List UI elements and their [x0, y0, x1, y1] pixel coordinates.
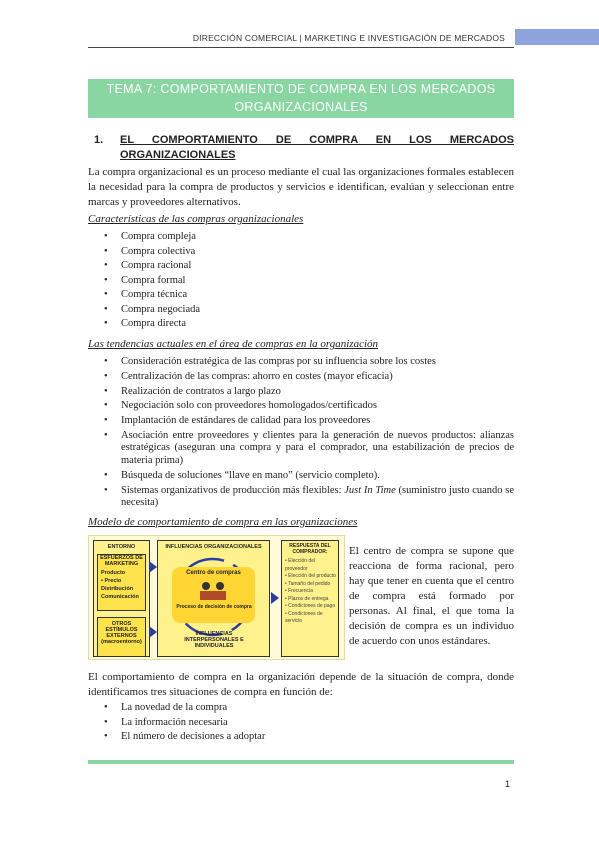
individual-influences-label: INFLUENCIAS INTERPERSONALES E INDIVIDUALES [184, 631, 244, 649]
list-item: • Compra formal [88, 274, 514, 289]
trends-heading: Las tendencias actuales en el área de compras en la organización [88, 338, 379, 350]
list-item: • Compra racional [88, 259, 514, 274]
list-item: • Negociación solo con proveedores homologados/certificados [88, 400, 514, 413]
response-item: • Tamaño del pedido [285, 580, 331, 587]
other-stimuli-box [97, 617, 146, 657]
environment-label: ENTORNO [107, 544, 136, 550]
mk-item: • Precio [101, 578, 122, 584]
footer-rule [88, 760, 514, 764]
list-item: • Compra compleja [88, 230, 514, 245]
section-number: 1. [94, 134, 104, 146]
response-item: • Frecuencia [285, 588, 313, 594]
list-item: • Implantación de estándares de calidad para los proveedores [88, 415, 514, 428]
header-rule [88, 47, 514, 48]
situations-list [88, 701, 514, 745]
list-item: • Compra técnica [88, 288, 514, 303]
response-item: • Condiciones de servicio [285, 610, 323, 624]
buying-behavior-diagram [88, 535, 345, 660]
arrow-right-icon [149, 561, 157, 573]
response-item: • Condiciones de pago [285, 603, 336, 609]
org-influences-label: INFLUENCIAS ORGANIZACIONALES [165, 544, 262, 550]
page-header: DIRECCIÓN COMERCIAL | MARKETING E INVESTIGACIÓN DE MERCADOS [192, 33, 505, 43]
header-tab [515, 29, 599, 45]
list-item: • Realización de contratos a largo plazo [88, 386, 514, 399]
mk-item: Producto [101, 570, 126, 576]
topic-title [88, 79, 514, 118]
characteristics-heading: Características de las compras organizacionales [88, 213, 304, 225]
environment-box [93, 540, 150, 657]
list-item: • Compra directa [88, 317, 514, 332]
response-item: • Elección del producto [285, 573, 336, 579]
topic-title-line2: ORGANIZACIONALES [234, 100, 368, 114]
list-item: • Centralización de las compras: ahorro en costes (mayor eficacia) [88, 371, 514, 384]
list-item: • Compra colectiva [88, 245, 514, 260]
list-item: • La información necesaria [88, 716, 514, 731]
other-stimuli-label: OTROS ESTÍMULOS EXTERNOS (macroentorno) [101, 621, 142, 645]
page-number: 1 [505, 779, 511, 789]
response-item: • Plazos de entrega [285, 595, 329, 602]
list-item: • Asociación entre proveedores y clientes para la generación de nuevos productos: alianzas estratégicas (aseguran una compra y para el comprador, una estabilización de precios de materia prima) [88, 430, 514, 468]
mk-item: Comunicación [101, 594, 139, 600]
section-title-line2: ORGANIZACIONALES [120, 149, 236, 161]
trends-list [88, 356, 514, 512]
list-item: • Sistemas organizativos de producción más flexibles: Just In Time (suministro justo cuando se necesita) [88, 485, 514, 510]
buyer-response-box [281, 540, 339, 657]
intro-paragraph: La compra organizacional es un proceso mediante el cual las organizaciones formales establecen la necesidad para la compra de productos y servicios e identifican, evalúan y seleccionan entre marcas y proveedores alternativos. [88, 166, 514, 208]
marketing-efforts-box [97, 554, 146, 611]
organization-box [157, 540, 270, 657]
buyer-response-label: RESPUESTA DEL COMPRADOR: [289, 543, 331, 555]
decision-process-label: Proceso de decisión de compra [176, 604, 252, 610]
section-title-line1: EL COMPORTAMIENTO DE COMPRA EN LOS MERCADOS [120, 134, 514, 146]
list-item: • Búsqueda de soluciones “llave en mano” (servicio completo). [88, 470, 514, 483]
list-item: • El número de decisiones a adoptar [88, 730, 514, 745]
list-item: • Consideración estratégica de las compras por su influencia sobre los costes [88, 356, 514, 369]
list-item: • Compra negociada [88, 303, 514, 318]
arrow-right-icon [149, 626, 157, 638]
model-description: El centro de compra se supone que reacciona de forma racional, pero hay que tener en cuenta que el centro de compra está formado por personas. Al final, el que toma la decisión de compra es un individuo de acuerdo con unos estándares. [349, 545, 514, 647]
mk-item: Distribución [101, 586, 134, 592]
model-heading: Modelo de comportamiento de compra en las organizaciones [88, 516, 358, 528]
situations-paragraph: El comportamiento de compra en la organización depende de la situación de compra, donde identificamos tres situaciones de compra en función de: [88, 671, 514, 698]
arrow-right-icon [271, 592, 279, 604]
people-icon [198, 581, 228, 601]
topic-title-line1: TEMA 7: COMPORTAMIENTO DE COMPRA EN LOS MERCADOS [106, 82, 496, 96]
marketing-efforts-label: ESFUERZOS DE MARKETING [100, 555, 143, 567]
response-item: • Elección del proveedor [285, 558, 316, 572]
list-item: • La novedad de la compra [88, 701, 514, 716]
characteristics-list [88, 230, 514, 332]
buying-center-label: Centro de compras [186, 570, 241, 576]
